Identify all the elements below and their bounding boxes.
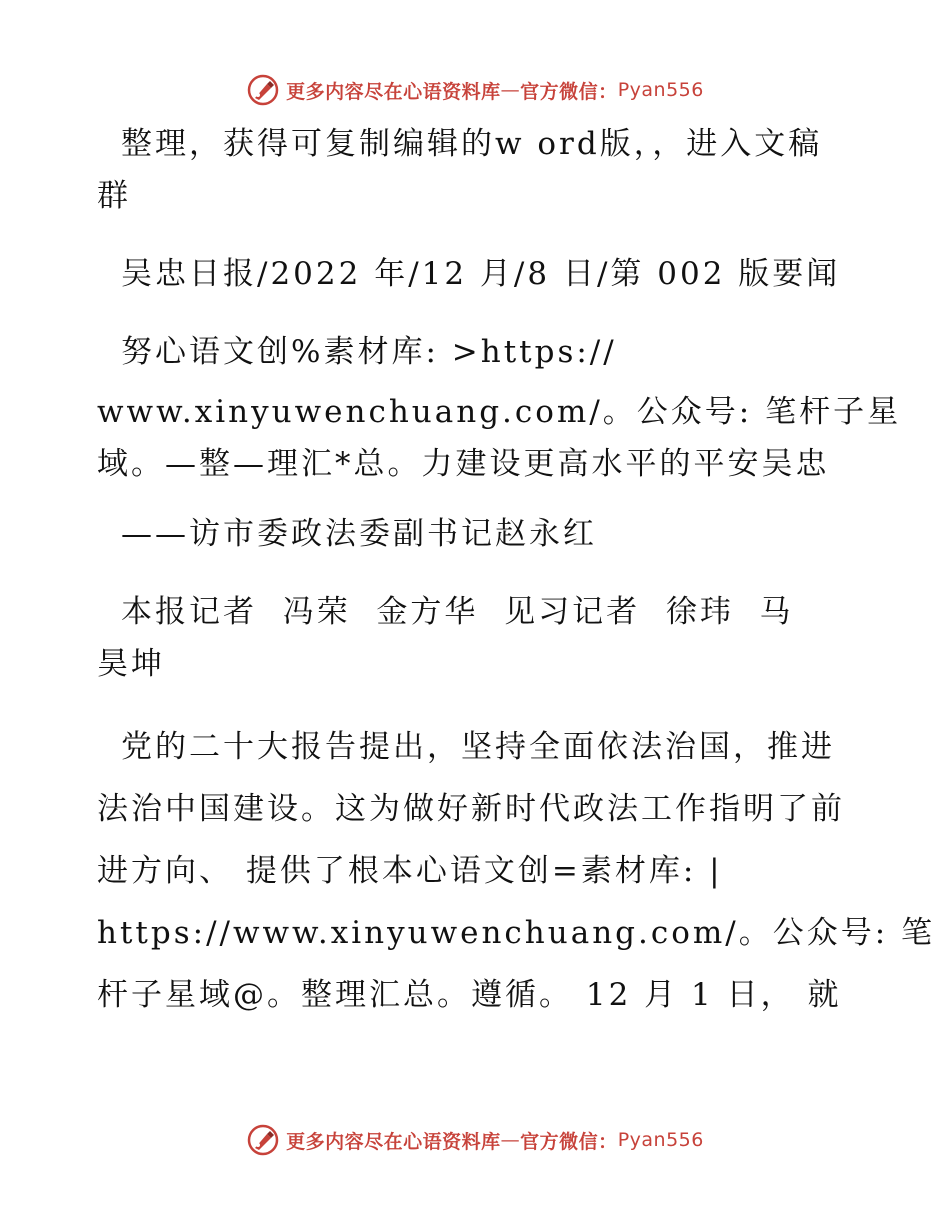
text-line: 群 <box>97 178 131 214</box>
text-line: 努心语文创%素材库: >https:// <box>121 334 617 370</box>
watermark-footer <box>0 1120 950 1160</box>
watermark-header <box>0 70 950 110</box>
watermark-wechat-id: Pyan556 <box>617 79 704 101</box>
pen-logo-icon <box>246 73 280 107</box>
text-line: 法治中国建设。这为做好新时代政法工作指明了前 <box>97 791 845 827</box>
pen-logo-icon <box>246 1123 280 1157</box>
paragraph <box>97 508 857 560</box>
text-line: ——访市委政法委副书记赵永红 <box>121 516 597 552</box>
paragraph <box>97 716 936 1026</box>
paragraph <box>97 586 857 690</box>
watermark-title: 更多内容尽在心语资料库 <box>286 80 501 103</box>
watermark-title: 更多内容尽在心语资料库 <box>286 1130 501 1153</box>
text-line: 杆子星域@。整理汇总。遵循。 12 月 1 日， 就 <box>97 977 842 1013</box>
text-line: 进方向、 提供了根本心语文创=素材库: | <box>97 853 723 889</box>
text-line: 昊坤 <box>97 646 165 682</box>
paragraph <box>97 326 902 490</box>
watermark-label: 官方微信： <box>520 80 618 103</box>
watermark-label: 官方微信： <box>520 1130 618 1153</box>
text-line: 整理，获得可复制编辑的w ord版，，进入文稿 <box>121 126 823 162</box>
paragraph <box>97 248 857 300</box>
text-line: https://www.xinyuwenchuang.com/。公众号: 笔 <box>97 915 936 951</box>
text-line: 域。—整—理汇*总。力建设更高水平的平安吴忠 <box>97 446 830 482</box>
watermark-wechat-id: Pyan556 <box>617 1129 704 1151</box>
text-line: 吴忠日报/2022 年/12 月/8 日/第 002 版要闻 <box>121 256 841 292</box>
text-line: 本报记者 冯荣 金方华 见习记者 徐玮 马 <box>121 594 794 630</box>
watermark-separator: — <box>500 1129 521 1151</box>
document-body <box>97 118 936 1052</box>
paragraph <box>97 118 857 222</box>
watermark-separator: — <box>500 79 521 101</box>
text-line: 党的二十大报告提出，坚持全面依法治国，推进 <box>121 729 835 765</box>
text-line: www.xinyuwenchuang.com/。公众号: 笔杆子星 <box>97 394 902 430</box>
